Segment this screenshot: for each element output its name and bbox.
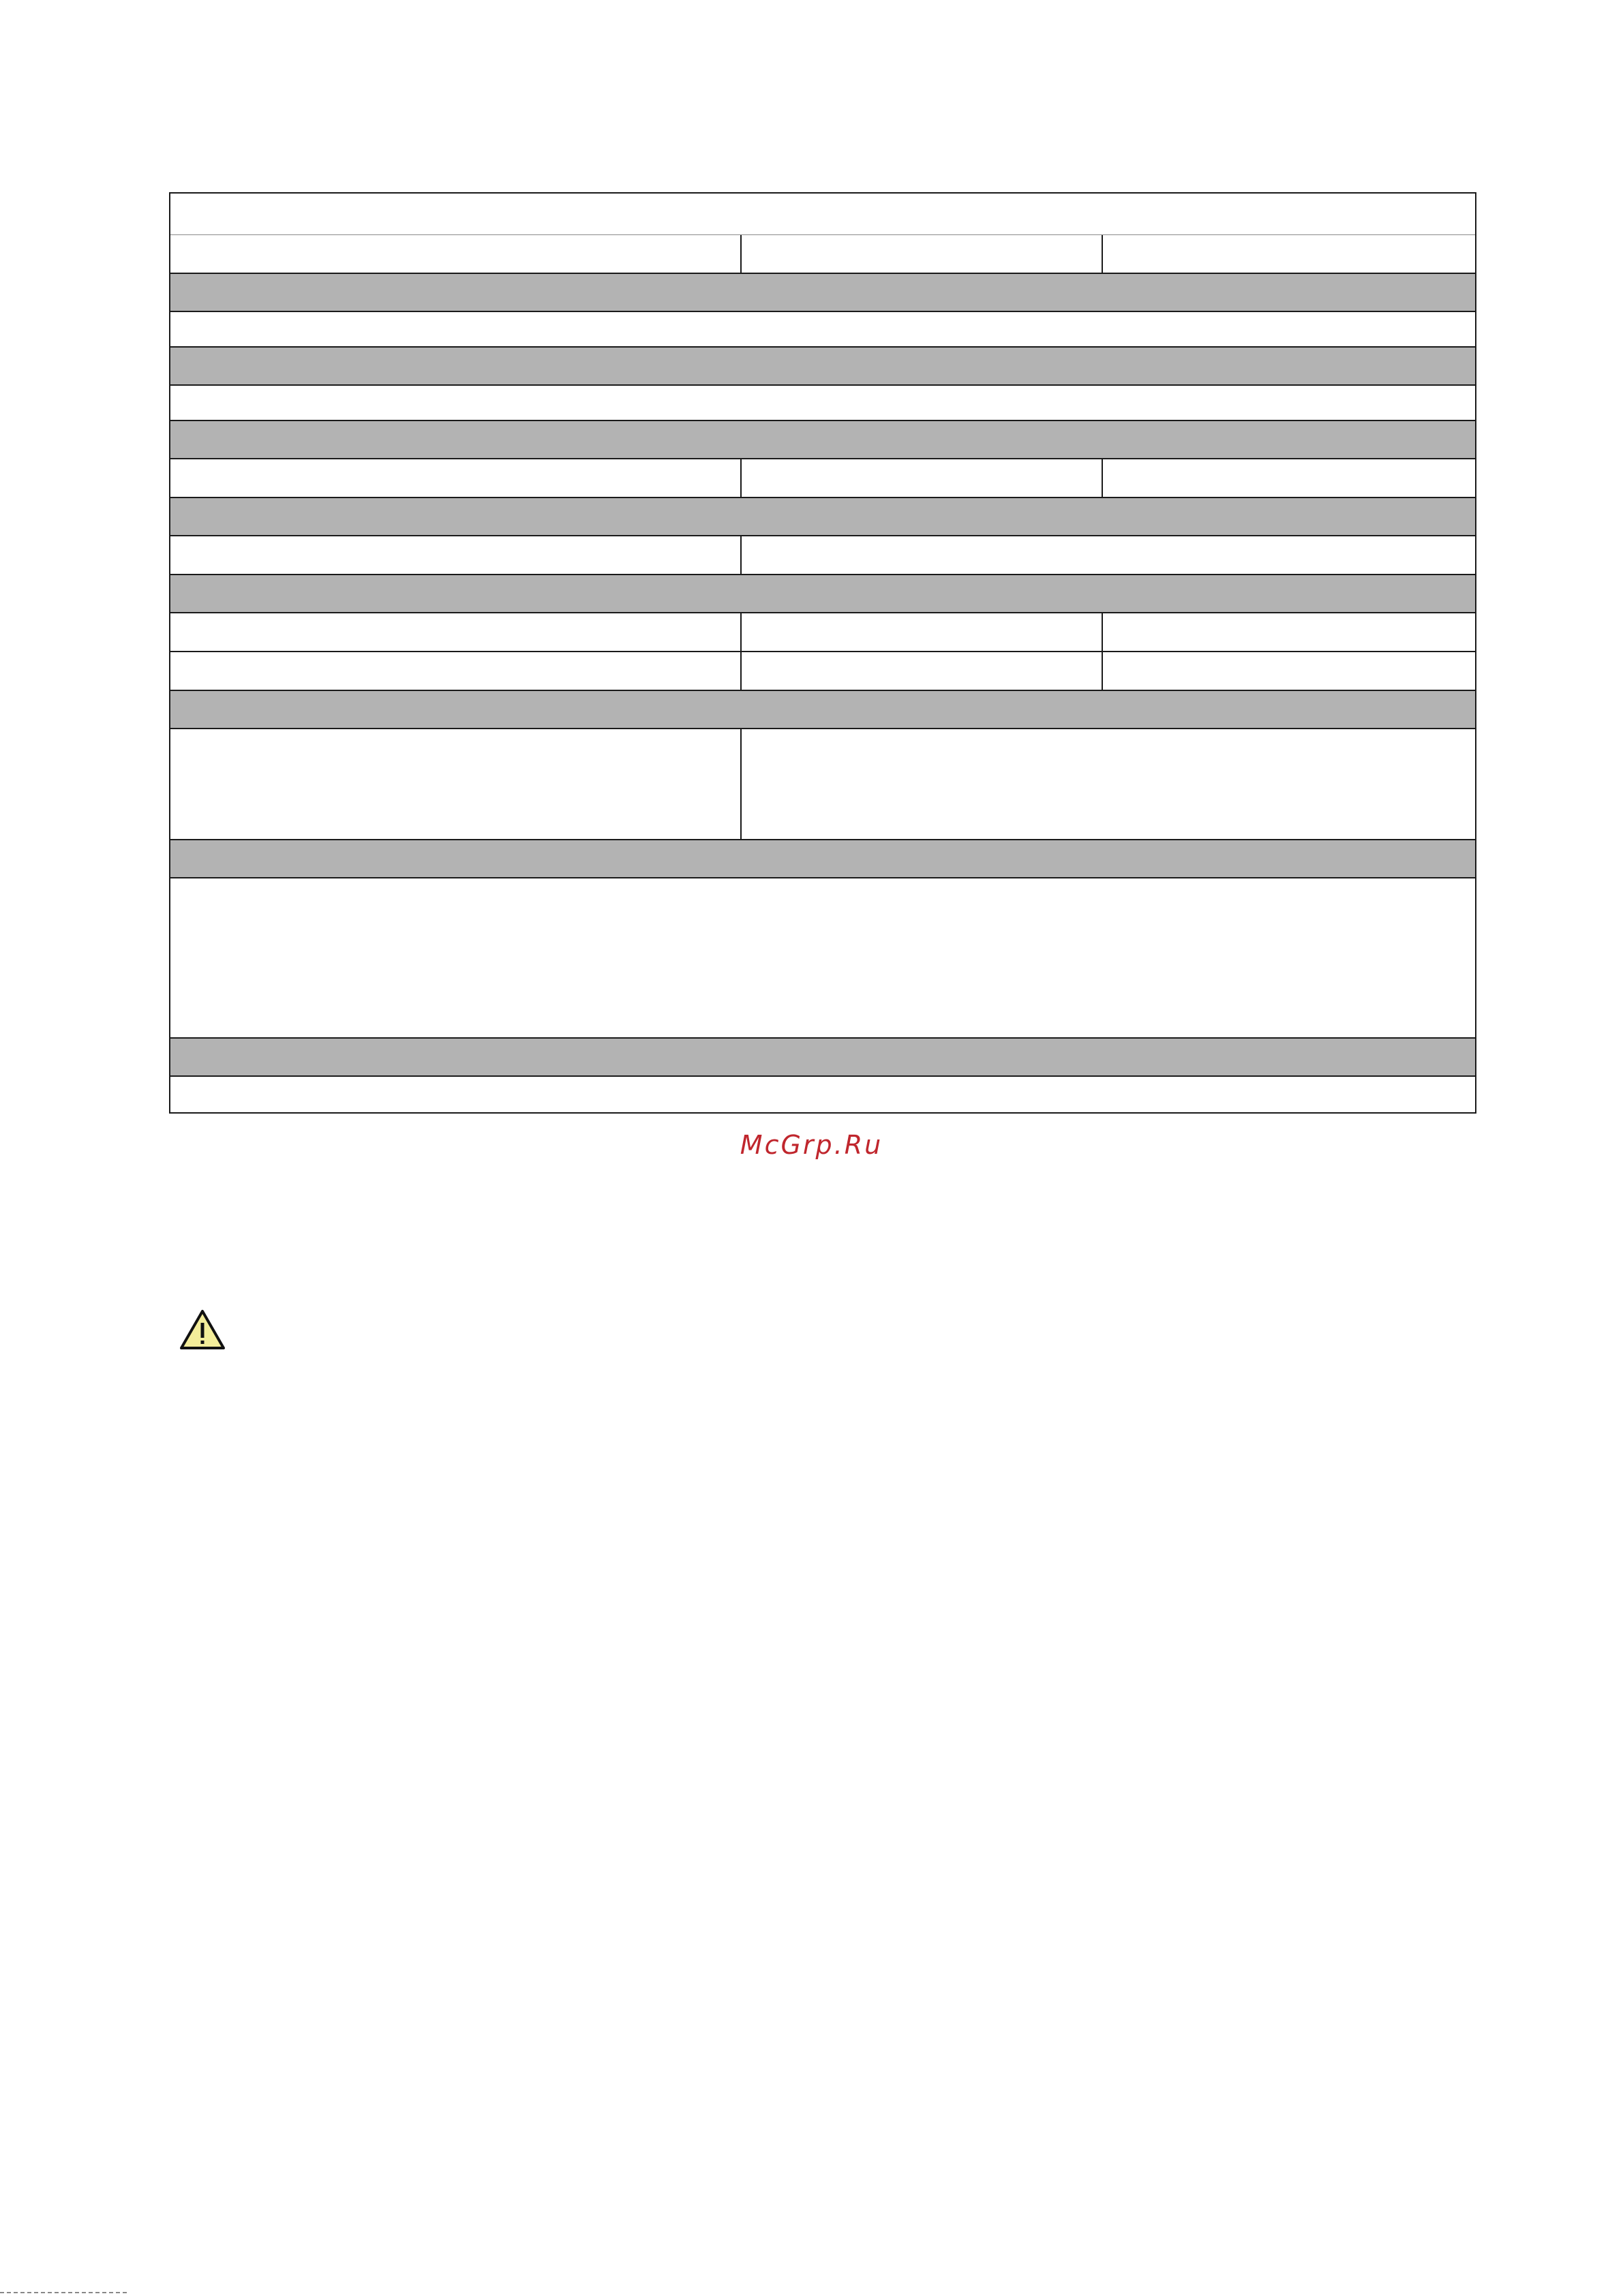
table-row [170, 613, 1475, 652]
table-row [170, 1077, 1475, 1112]
table-row [170, 536, 1475, 575]
table-cell [1103, 459, 1475, 497]
section-header-band [170, 840, 1475, 878]
spec-table [169, 192, 1476, 1114]
table-cell [170, 235, 742, 273]
table-cell [170, 878, 1475, 1037]
table-row [170, 878, 1475, 1039]
table-row [170, 729, 1475, 840]
table-cell [1103, 235, 1475, 273]
table-cell [170, 613, 742, 651]
section-header-band [170, 421, 1475, 459]
table-cell [170, 459, 742, 497]
section-header-band [170, 575, 1475, 613]
table-cell [742, 729, 1475, 839]
table-cell [170, 312, 1475, 346]
table-title-cell [170, 194, 1475, 234]
table-row [170, 459, 1475, 498]
table-row [170, 312, 1475, 348]
table-row [170, 386, 1475, 421]
table-cell [170, 1077, 1475, 1112]
table-cell [170, 386, 1475, 420]
table-row [170, 235, 1475, 274]
table-cell [742, 459, 1103, 497]
table-cell [1103, 652, 1475, 690]
table-cell [742, 536, 1475, 574]
section-header-band [170, 348, 1475, 386]
table-cell [170, 652, 742, 690]
table-title-row [170, 194, 1475, 235]
watermark-text: McGrp.Ru [740, 1130, 883, 1160]
table-row [170, 652, 1475, 691]
warning-triangle-icon [179, 1308, 226, 1351]
table-cell [1103, 613, 1475, 651]
section-header-band [170, 498, 1475, 536]
section-header-band [170, 1039, 1475, 1077]
table-cell [742, 613, 1103, 651]
section-header-band [170, 691, 1475, 729]
section-header-band [170, 274, 1475, 312]
crop-marks [0, 2290, 136, 2296]
table-cell [742, 235, 1103, 273]
table-cell [170, 729, 742, 839]
table-cell [742, 652, 1103, 690]
table-cell [170, 536, 742, 574]
